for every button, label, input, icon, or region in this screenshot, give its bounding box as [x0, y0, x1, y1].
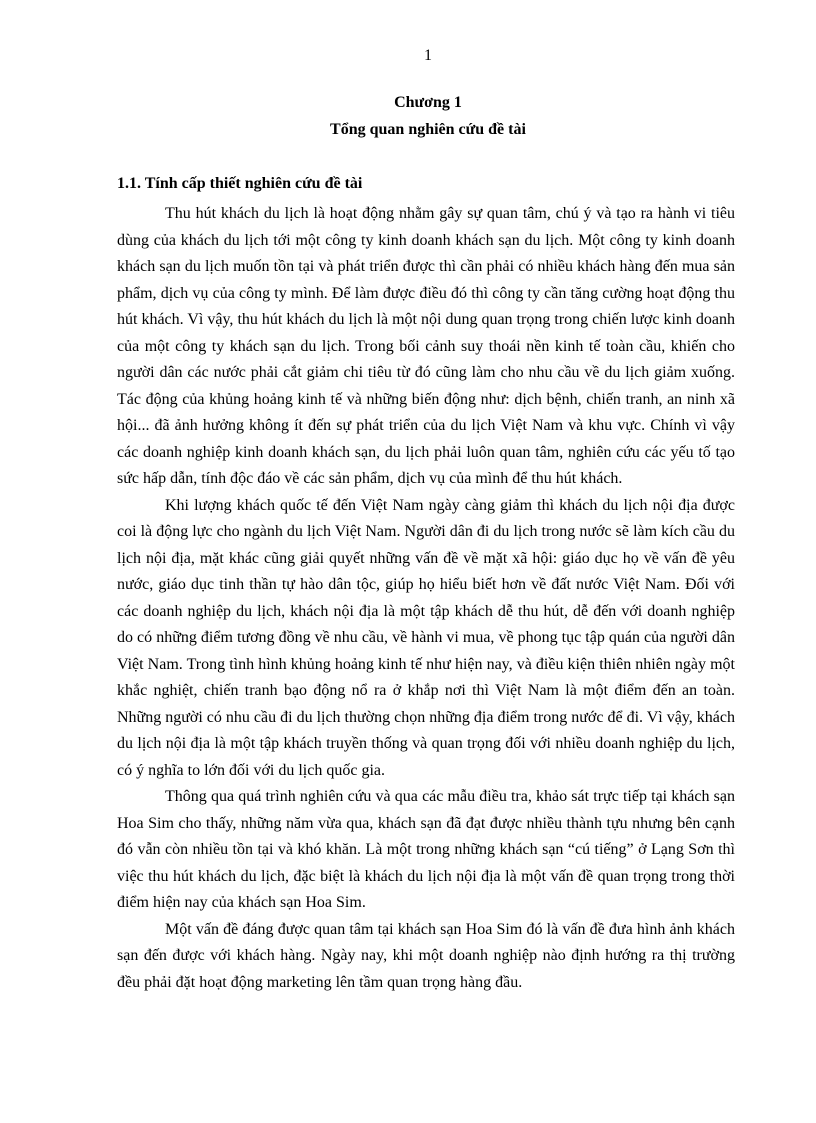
paragraph: Thông qua quá trình nghiên cứu và qua các mẫu điều tra, khảo sát trực tiếp tại khách sạn Hoa Sim cho thấy, những năm vừa qua, khách sạn đã đạt được nhiều thành tựu nhưng bên cạnh đó vẫn còn nhiều tồn tại và khó khăn. Là một trong những khách sạn “cú tiếng” ở Lạng Sơn thì việc thu hút khách du lịch, đặc biệt là khách du lịch nội địa là một vấn đề quan trọng trong thời điểm hiện nay của khách sạn Hoa Sim. — [117, 788, 735, 911]
paragraph: Khi lượng khách quốc tế đến Việt Nam ngày càng giảm thì khách du lịch nội địa được coi là động lực cho ngành du lịch Việt Nam. Người dân đi du lịch trong nước sẽ làm kích cầu du lịch nội địa, mặt khác cũng giải quyết những vấn đề về mặt xã hội: giáo dục họ về vấn đề yêu nước, giáo dục tinh thần tự hào dân tộc, giúp họ hiểu biết hơn về đất nước Việt Nam. Đối với các doanh nghiệp du lịch, khách nội địa là một tập khách dễ thu hút, dễ đến với doanh nghiệp do có những điểm tương đồng về nhu cầu, về hành vi mua, về phong tục tập quán của người dân Việt Nam. Trong tình hình khủng hoảng kinh tế như hiện nay, và điều kiện thiên nhiên ngày một khắc nghiệt, chiến tranh bạo động nổ ra ở khắp nơi thì Việt Nam là một điểm đến an toàn. Những người có nhu cầu đi du lịch thường chọn những địa điểm trong nước để đi. Vì vậy, khách du lịch nội địa là một tập khách truyền thống và quan trọng đối với nhiều doanh nghiệp du lịch, có ý nghĩa to lớn đối với du lịch quốc gia. — [117, 496, 735, 779]
section-body — [117, 201, 735, 996]
chapter-number: Chương 1 — [394, 94, 462, 111]
page-number: 1 — [424, 47, 432, 64]
paragraph: Thu hút khách du lịch là hoạt động nhằm gây sự quan tâm, chú ý và tạo ra hành vi tiêu dùng của khách du lịch tới một công ty kinh doanh khách sạn du lịch. Một công ty kinh doanh khách sạn du lịch muốn tồn tại và phát triển được thì cần phải có nhiều khách hàng đến mua sản phẩm, dịch vụ của công ty mình. Để làm được điều đó thì công ty cần tăng cường hoạt động thu hút khách. Vì vậy, thu hút khách du lịch là một nội dung quan trọng trong chiến lược kinh doanh của một công ty khách sạn du lịch. Trong bối cảnh suy thoái nền kinh tế toàn cầu, khiến cho người dân các nước phải cắt giảm chi tiêu từ đó cũng làm cho nhu cầu về du lịch giảm xuống. Tác động của khủng hoảng kinh tế và những biến động như: dịch bệnh, chiến tranh, an ninh xã hội... đã ảnh hưởng không ít đến sự phát triển của du lịch Việt Nam và khu vực. Chính vì vậy các doanh nghiệp kinh doanh khách sạn, du lịch phải luôn quan tâm, nghiên cứu các yếu tố tạo sức hấp dẫn, tính độc đáo về các sản phẩm, dịch vụ của mình để thu hút khách. — [117, 205, 735, 487]
section-heading: 1.1. Tính cấp thiết nghiên cứu đề tài — [117, 175, 363, 192]
paragraph: Một vấn đề đáng được quan tâm tại khách sạn Hoa Sim đó là vấn đề đưa hình ảnh khách sạn đến được với khách hàng. Ngày nay, khi một doanh nghiệp nào định hướng ra thị trường đều phải đặt hoạt động marketing lên tầm quan trọng hàng đầu. — [117, 920, 735, 991]
chapter-title: Tổng quan nghiên cứu đề tài — [330, 121, 526, 138]
